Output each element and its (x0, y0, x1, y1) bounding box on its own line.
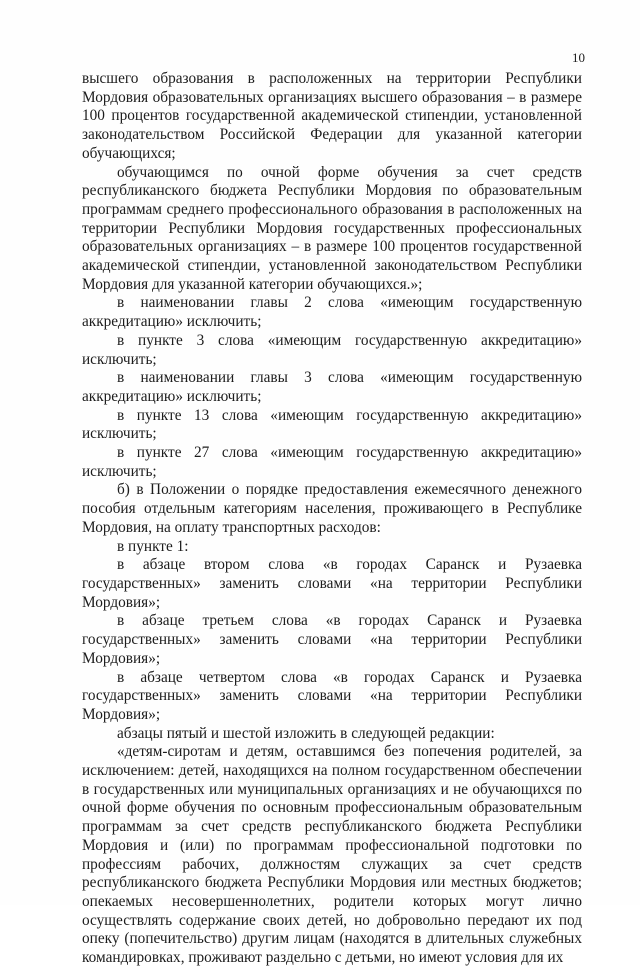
paragraph: в пункте 3 слова «имеющим государственную аккредитацию» исключить; (82, 331, 582, 368)
paragraph: обучающимся по очной форме обучения за счет средств республиканского бюджета Республики Мордовия по образовательным программам среднего профессионального образования в расположенных на территории Республики Мордовия государственных профессиональных образовательных организациях – в размере 100 процентов государственной академической стипендии, установленной законодательством Республики Мордовия для указанной категории обучающихся.»; (82, 163, 582, 293)
paragraph: в наименовании главы 2 слова «имеющим государственную аккредитацию» исключить; (82, 294, 582, 331)
paragraph: в пункте 1: (117, 537, 189, 555)
paragraph: высшего образования в расположенных на территории Республики Мордовия образовательных организациях высшего образования – в размере 100 процентов государственной академической стипендии, установленной законодательством Российской Федерации для указанной категории обучающихся; (82, 70, 582, 162)
paragraph: б) в Положении о порядке предоставления ежемесячного денежного пособия отдельным категориям населения, проживающего в Республике Мордовия, на оплату транспортных расходов: (82, 481, 582, 536)
paragraph: «детям-сиротам и детям, оставшимся без попечения родителей, за исключением: детей, находящихся на полном государственном обеспечении в государственных или муниципальных организациях и не обучающихся по очной форме обучения по основным профессиональным образовательным программам за счет средств республиканского бюджета Республики Мордовия и (или) по программам профессиональной подготовки по профессиям рабочих, должностям служащих за счет средств республиканского бюджета Республики Мордовия или местных бюджетов; опекаемых несовершеннолетних, родители которых могут лично осуществлять содержание своих детей, но добровольно передают их под опеку (попечительство) другим лицам (находятся в длительных служебных командировках, проживают раздельно с детьми, но имеют условия для их (82, 743, 582, 967)
paragraph: в абзаце третьем слова «в городах Саранск и Рузаевка государственных» заменить словами «на территории Республики Мордовия»; (82, 612, 582, 667)
paragraph: абзацы пятый и шестой изложить в следующей редакции: (117, 724, 495, 742)
page-number: 10 (572, 50, 585, 65)
paragraph: в пункте 27 слова «имеющим государственную аккредитацию» исключить; (82, 444, 582, 480)
document-body (82, 70, 582, 968)
paragraph: в абзаце четвертом слова «в городах Саранск и Рузаевка государственных» заменить словами «на территории Республики Мордовия»; (82, 668, 582, 723)
paragraph: в наименовании главы 3 слова «имеющим государственную аккредитацию» исключить; (82, 369, 582, 405)
paragraph: в пункте 13 слова «имеющим государственную аккредитацию» исключить; (82, 406, 582, 443)
paragraph: в абзаце втором слова «в городах Саранск и Рузаевка государственных» заменить словами «на территории Республики Мордовия»; (82, 556, 582, 611)
